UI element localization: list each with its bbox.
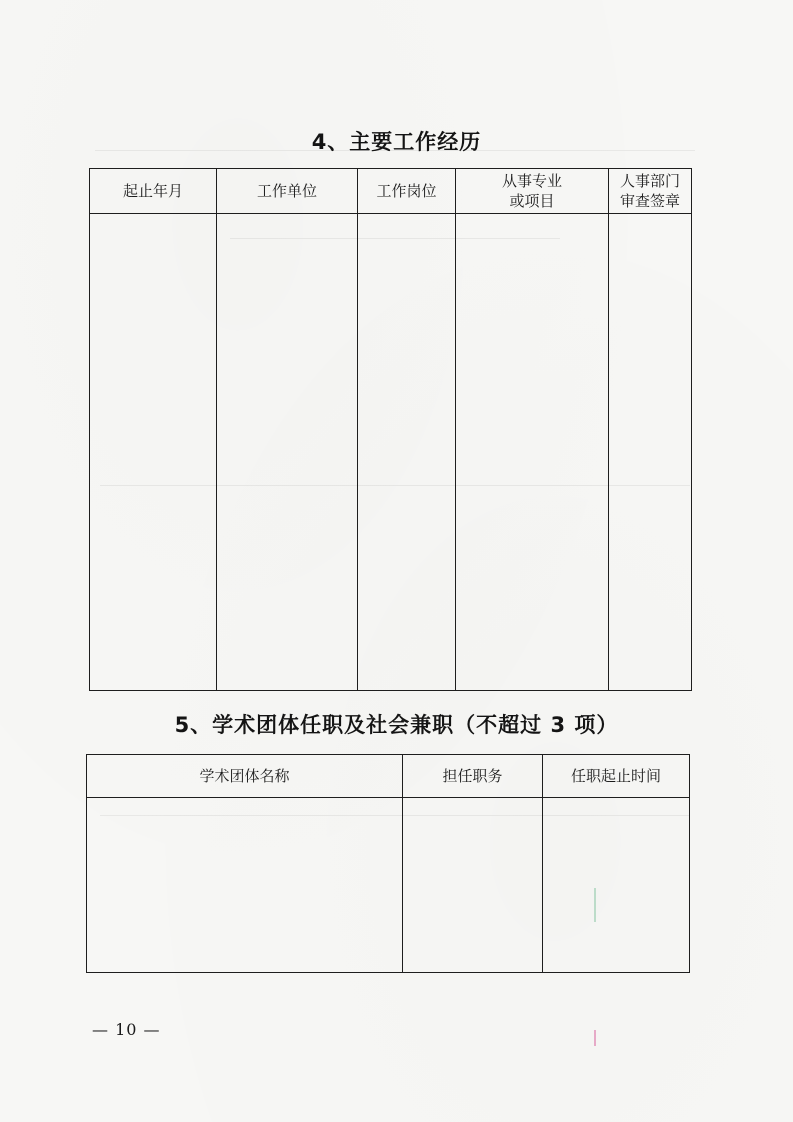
table-row (87, 798, 690, 973)
scan-mark (594, 888, 596, 922)
header-specialty-line1: 从事专业 (501, 172, 562, 190)
academic-association-table (86, 754, 690, 973)
cell-period[interactable] (90, 214, 217, 691)
header-tenure: 任职起止时间 (543, 755, 690, 798)
cell-employer[interactable] (217, 214, 358, 691)
cell-association-name[interactable] (87, 798, 403, 973)
table-header-row (87, 755, 690, 798)
page-number: — 10 — (92, 1020, 161, 1039)
table-header-row (90, 169, 692, 214)
cell-tenure[interactable] (543, 798, 690, 973)
header-specialty-line2: 或项目 (509, 192, 555, 210)
work-history-table (89, 168, 692, 691)
header-employer: 工作单位 (217, 169, 358, 214)
section-5-title: 5、学术团体任职及社会兼职（不超过 3 项） (174, 713, 619, 737)
header-hr-seal-line2: 审查签章 (619, 192, 680, 210)
cell-hr-seal[interactable] (609, 214, 692, 691)
header-period: 起止年月 (90, 169, 217, 214)
table-row (90, 214, 692, 691)
cell-role[interactable] (403, 798, 543, 973)
header-hr-seal (609, 169, 692, 214)
cell-position[interactable] (358, 214, 456, 691)
header-hr-seal-line1: 人事部门 (619, 172, 680, 190)
header-association-name: 学术团体名称 (87, 755, 403, 798)
header-specialty (456, 169, 609, 214)
header-role: 担任职务 (403, 755, 543, 798)
scan-mark (594, 1030, 596, 1046)
header-position: 工作岗位 (358, 169, 456, 214)
section-4-title: 4、主要工作经历 (311, 130, 482, 154)
cell-specialty[interactable] (456, 214, 609, 691)
